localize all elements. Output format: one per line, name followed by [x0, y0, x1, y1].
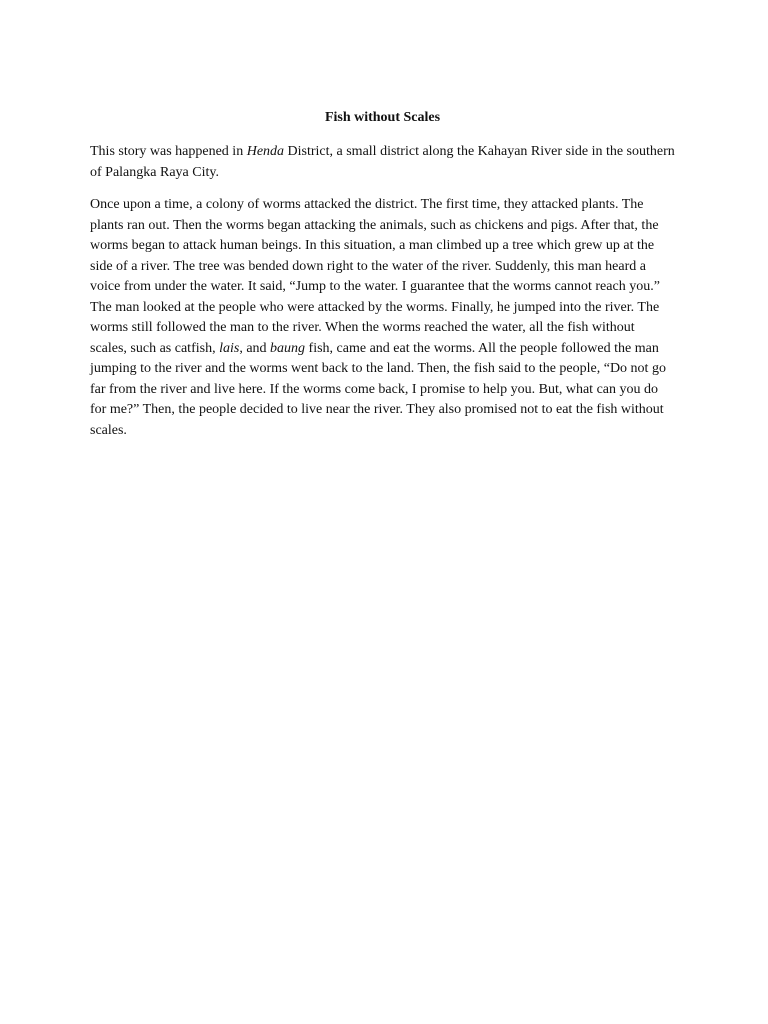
- story-italic-lais: lais: [219, 340, 240, 356]
- intro-paragraph: [90, 142, 675, 183]
- story-text-part3: fish, came and eat the worms. All the people followed the man jumping to the river and the worms went back to the land. Then, the fish said to the people, “Do not go far from the river and live here. If the worms come back, I promise to help you. But, what can you do for me?” Then, the people decided to live near the river. They also promised not to eat the fish without scales.: [90, 340, 666, 438]
- intro-text-end: District, a small district along the Kahayan River side in the southern of Palangka Raya City.: [90, 144, 675, 180]
- intro-text-start: This story was happened in: [90, 144, 247, 159]
- story-text-part2: , and: [239, 340, 271, 356]
- document-title: Fish without Scales: [324, 110, 441, 125]
- story-italic-baung: baung: [270, 340, 306, 356]
- document-body: [90, 108, 675, 441]
- story-paragraph: [90, 195, 675, 441]
- intro-italic-place: Henda: [246, 144, 285, 159]
- story-text-part1: Once upon a time, a colony of worms attacked the district. The first time, they attacked plants. The plants ran out. Then the worms began attacking the animals, such as chickens and pigs. After that, the worms began to attack human beings. In this situation, a man climbed up a tree which grew up at the side of a river. The tree was bended down right to the water of the river. Suddenly, this man heard a voice from under the water. It said, “Jump to the water. I guarantee that the worms cannot reach you.” The man looked at the people who were attacked by the worms. Finally, he jumped into the river. The worms still followed the man to the river. When the worms reached the water, all the fish without scales, such as catfish,: [90, 197, 660, 356]
